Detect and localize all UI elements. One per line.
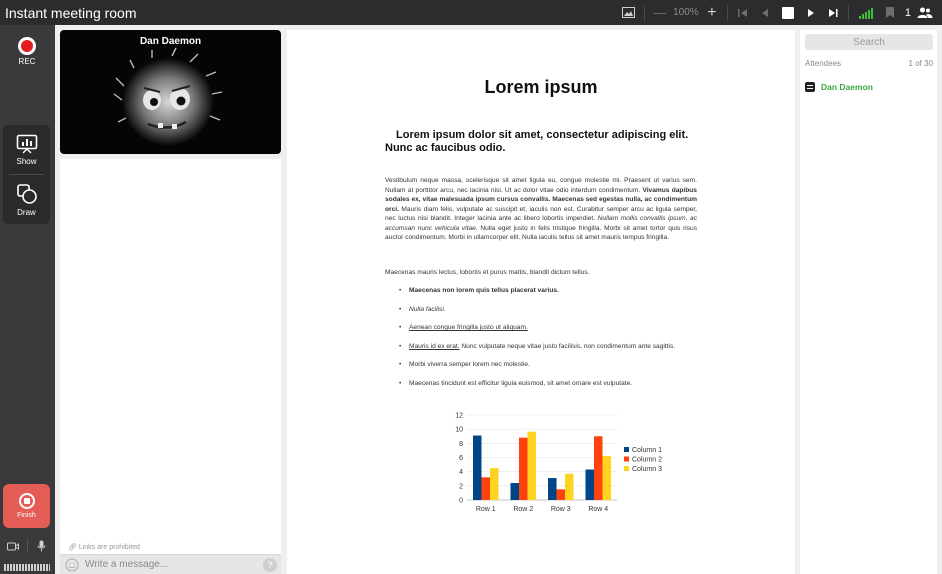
- record-button[interactable]: [8, 37, 46, 66]
- attendees-heading: Attendees: [805, 59, 842, 68]
- document-link[interactable]: Mauris id ex erat.: [409, 342, 460, 350]
- x-tick-label: Row 1: [475, 506, 496, 513]
- toolbar-divider: [727, 5, 728, 21]
- links-note: 🔗︎ Links are prohibited: [68, 544, 140, 551]
- legend-label: Column 1: [632, 447, 662, 454]
- x-tick-label: Row 3: [550, 506, 571, 513]
- document-bullet-list: [399, 286, 699, 397]
- main-panel: [55, 25, 942, 574]
- bar: [528, 432, 537, 500]
- bar-chart: [437, 405, 667, 525]
- document-link[interactable]: Aenean congue fringilla justo ut aliquam.: [409, 324, 528, 331]
- list-item: • Maecenas non lorem quis tellus placerat varius.: [399, 286, 699, 296]
- app-title: Instant meeting room: [5, 4, 137, 21]
- audio-level-meter: [4, 564, 50, 571]
- camera-icon[interactable]: [7, 542, 19, 551]
- last-page-icon[interactable]: [822, 2, 844, 24]
- list-item: • Morbi viverra semper lorem nec molestie.: [399, 360, 699, 370]
- y-tick-label: 2: [459, 483, 463, 491]
- bar: [519, 438, 528, 500]
- attendee-search-input[interactable]: [805, 34, 933, 50]
- bar: [548, 478, 557, 500]
- attendee-count: 1: [904, 6, 911, 19]
- attendees-icon[interactable]: [914, 2, 936, 24]
- bar: [594, 436, 603, 500]
- attendee-name: Dan Daemon: [821, 82, 873, 92]
- finish-label: Finish: [17, 512, 36, 519]
- y-tick-label: 6: [459, 455, 463, 462]
- media-controls: [3, 536, 50, 556]
- bar: [511, 483, 520, 500]
- presentation-toolbar: [618, 0, 936, 25]
- y-tick-label: 8: [459, 440, 463, 448]
- show-label: Show: [16, 156, 37, 166]
- y-tick-label: 12: [455, 412, 463, 420]
- document-title: Lorem ipsum: [484, 77, 598, 97]
- chat-compose: [60, 554, 281, 574]
- zoom-out-icon[interactable]: —: [653, 5, 667, 20]
- document-paragraph-2: Maecenas mauris lectus, lobortis et purus mattis, blandit dictum tellus.: [385, 269, 590, 276]
- x-tick-label: Row 2: [513, 506, 534, 513]
- chat-panel: [60, 159, 281, 574]
- shapes-icon: [16, 183, 38, 205]
- finish-button[interactable]: [3, 484, 50, 528]
- list-item: [399, 323, 699, 333]
- image-icon[interactable]: [618, 2, 640, 24]
- next-page-icon[interactable]: [800, 2, 822, 24]
- stop-icon: [19, 493, 35, 509]
- legend-swatch: [624, 457, 629, 462]
- record-icon: [18, 37, 36, 55]
- list-item: • Maecenas tincidunt est efficitur ligula euismod, sit amet ornare est vulputate.: [399, 379, 699, 389]
- chat-message-input[interactable]: [79, 559, 263, 570]
- bar: [586, 470, 595, 500]
- document-subtitle: Lorem ipsum dolor sit amet, consectetur adipiscing elit. Nunc ac faucibus odio.: [385, 129, 689, 154]
- legend-swatch: [624, 466, 629, 471]
- toolbar-divider: [848, 5, 849, 21]
- bar: [473, 436, 482, 500]
- webcam-video[interactable]: [60, 30, 281, 154]
- y-tick-label: 10: [455, 426, 463, 434]
- bar: [482, 477, 491, 500]
- draw-button[interactable]: [3, 175, 50, 224]
- attendees-panel: [800, 30, 937, 574]
- current-page-indicator[interactable]: [782, 7, 794, 19]
- legend-label: Column 2: [632, 456, 662, 464]
- legend-swatch: [624, 447, 629, 452]
- x-tick-label: Row 4: [588, 506, 609, 513]
- show-button[interactable]: [3, 125, 50, 174]
- bar: [565, 474, 574, 500]
- toolbar-divider: [644, 5, 645, 21]
- record-label: REC: [18, 57, 36, 66]
- participant-name: Dan Daemon: [139, 36, 202, 47]
- zoom-level: 100%: [673, 7, 699, 18]
- presentation-icon: [16, 134, 38, 154]
- bookmark-icon[interactable]: [879, 2, 901, 24]
- document-viewer: [287, 30, 795, 574]
- y-tick-label: 4: [459, 469, 463, 477]
- presentation-tools: [3, 125, 50, 224]
- presenter-icon: [805, 82, 815, 92]
- legend-label: Column 3: [632, 466, 662, 473]
- participant-avatar: [60, 30, 281, 154]
- attendees-count: 1 of 30: [908, 59, 933, 68]
- bar: [603, 456, 612, 500]
- y-tick-label: 0: [459, 497, 463, 505]
- prev-page-icon[interactable]: [754, 2, 776, 24]
- bar: [490, 468, 499, 500]
- attendee-item[interactable]: [805, 82, 873, 92]
- zoom-in-icon[interactable]: +: [707, 3, 717, 21]
- link-icon: 🔗︎: [68, 544, 79, 551]
- media-divider: [27, 539, 28, 553]
- first-page-icon[interactable]: [732, 2, 754, 24]
- left-rail: [0, 25, 55, 574]
- bar: [557, 489, 566, 500]
- microphone-icon[interactable]: [37, 540, 46, 552]
- emoji-icon[interactable]: [65, 558, 79, 572]
- document-paragraph-1: Vestibulum neque massa, scelerisque sit amet ligula eu, congue molestie mi. Praesent ut varius sem. Nullam at porttitor arcu, nec lacinia nisi. Ut ac dolor vitae odio interdum condimentum. Vivamus dapibus sodales ex, vitae malesuada ipsum cursus convallis. Maecenas sed egestas nulla, ac condimentum orci. Mauris diam felis, vulputate ac suscipit et, iaculis non est. Curabitur semper arcu ac ligula semper, nec luctus nisi blandit. Integer lacinia ante ac libero lobortis imperdiet. Nullam mollis convallis ipsum, ac accumsan nunc vehicula vitae. Nulla eget justo in felis tristique fringilla. Morbi sit amet tortor quis risus auctor condimentum. Morbi in ullamcorper elit. Nulla iaculis tellus sit amet mauris tempus fringilla.: [385, 177, 697, 241]
- help-icon[interactable]: ?: [263, 558, 277, 572]
- signal-strength-icon: [859, 7, 873, 19]
- draw-label: Draw: [17, 207, 36, 217]
- top-bar: [0, 0, 942, 25]
- list-item: • Nulla facilisi.: [399, 305, 699, 315]
- list-item: • Mauris id ex erat. Nunc vulputate neque vitae justo facilisis, non condimentum ante sagittis.: [399, 342, 689, 352]
